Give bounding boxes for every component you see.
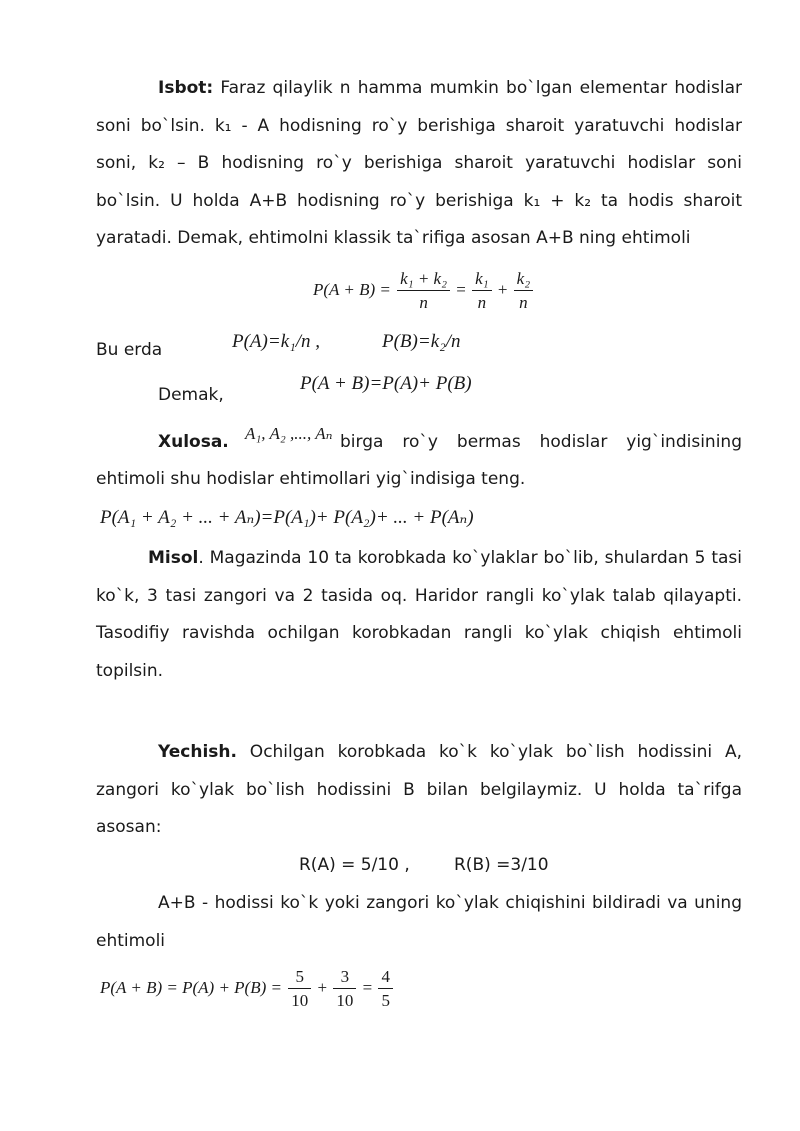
proof-paragraph xyxy=(96,70,742,258)
formula1-frac3-den: n xyxy=(519,293,528,312)
formula1-frac1 xyxy=(397,270,450,312)
solution-text: Ochilgan korobkada ko`k ko`ylak bo`lish hodissini A, zangori ko`ylak bo`lish hodissini B bilan belgilaymiz. U holda ta`rifga asosan: xyxy=(96,742,742,837)
proof-text: Faraz qilaylik n hamma mumkin bo`lgan elementar hodislar soni bo`lsin. k₁ - A hodisning ro`y berishiga sharoit yaratuvchi hodislar soni, k₂ – B hodisning ro`y berishiga sharoit yaratuvchi hodislar soni bo`lsin. U holda A+B hodisning ro`y berishiga k₁ + k₂ ta hodis sharoit yaratadi. Demak, ehtimolni klassik ta`rifiga asosan A+B ning ehtimoli xyxy=(96,78,742,248)
formula1-frac1-num: k₁ + k₂ xyxy=(397,270,450,291)
final-frac2 xyxy=(333,968,356,1010)
formula-final xyxy=(100,968,395,1010)
proof-label: Isbot: xyxy=(158,78,214,98)
formula-pa: P(A)=k₁/n , xyxy=(232,331,321,352)
demak-label: Demak, xyxy=(158,385,224,405)
formula1-frac1-den: n xyxy=(419,293,428,312)
example-label: Misol xyxy=(148,548,199,568)
conclusion-label: Xulosa. xyxy=(158,432,229,452)
final-frac1-den: 10 xyxy=(291,991,309,1010)
solution-paragraph xyxy=(96,734,742,847)
final-frac1 xyxy=(288,968,311,1010)
formula1-frac2-num: k₁ xyxy=(472,270,491,291)
conclusion-events: A₁, A₂ ,..., Aₙ xyxy=(245,424,333,443)
final-frac3 xyxy=(378,968,393,1010)
solution-ra: R(A) = 5/10 , xyxy=(299,855,410,875)
formula1-frac2 xyxy=(472,270,491,312)
final-frac2-den: 10 xyxy=(336,991,354,1010)
final-frac3-den: 5 xyxy=(381,991,390,1010)
formula-sum-rule: P(A + B)=P(A)+ P(B) xyxy=(300,373,472,394)
example-text: . Magazinda 10 ta korobkada ko`ylaklar bo`lib, shulardan 5 tasi ko`k, 3 tasi zangori va 2 tasida oq. Haridor rangli ko`ylak talab qilayapti. Tasodifiy ravishda ochilgan korobkadan rangli ko`ylak chiqish ehtimoli topilsin. xyxy=(96,548,742,681)
formula1-frac3 xyxy=(514,270,533,312)
formula-n-events: P(A₁ + A₂ + ... + Aₙ)=P(A₁)+ P(A₂)+ ... + P(Aₙ) xyxy=(100,507,474,528)
solution-label: Yechish. xyxy=(158,742,237,762)
formula-classic-sum xyxy=(313,270,535,312)
solution-rb: R(B) =3/10 xyxy=(454,855,549,875)
final-frac3-num: 4 xyxy=(378,968,393,989)
final-lhs: P(A + B) = P(A) + P(B) = xyxy=(100,977,282,997)
formula1-eq: = xyxy=(456,279,466,299)
bu-erda-label: Bu erda xyxy=(96,340,163,360)
formula1-plus: + xyxy=(497,279,508,299)
example-paragraph xyxy=(96,540,742,690)
solution-paragraph-2: A+B - hodissi ko`k yoki zangori ko`ylak chiqishini bildiradi va uning ehtimoli xyxy=(96,893,742,951)
final-frac1-num: 5 xyxy=(288,968,311,989)
formula1-frac2-den: n xyxy=(477,293,487,312)
final-frac2-num: 3 xyxy=(333,968,356,989)
final-plus: + xyxy=(317,977,328,997)
formula1-frac3-num: k₂ xyxy=(514,270,533,291)
final-eq: = xyxy=(362,977,373,997)
conclusion-text-line1: birga ro`y bermas hodislar yig`indisining xyxy=(340,432,742,452)
conclusion-text-line2: ehtimoli shu hodislar ehtimollari yig`indisiga teng. xyxy=(96,469,526,489)
formula1-lhs: P(A + B) = xyxy=(313,279,391,299)
formula-pb: P(B)=k₂/n xyxy=(382,331,461,352)
